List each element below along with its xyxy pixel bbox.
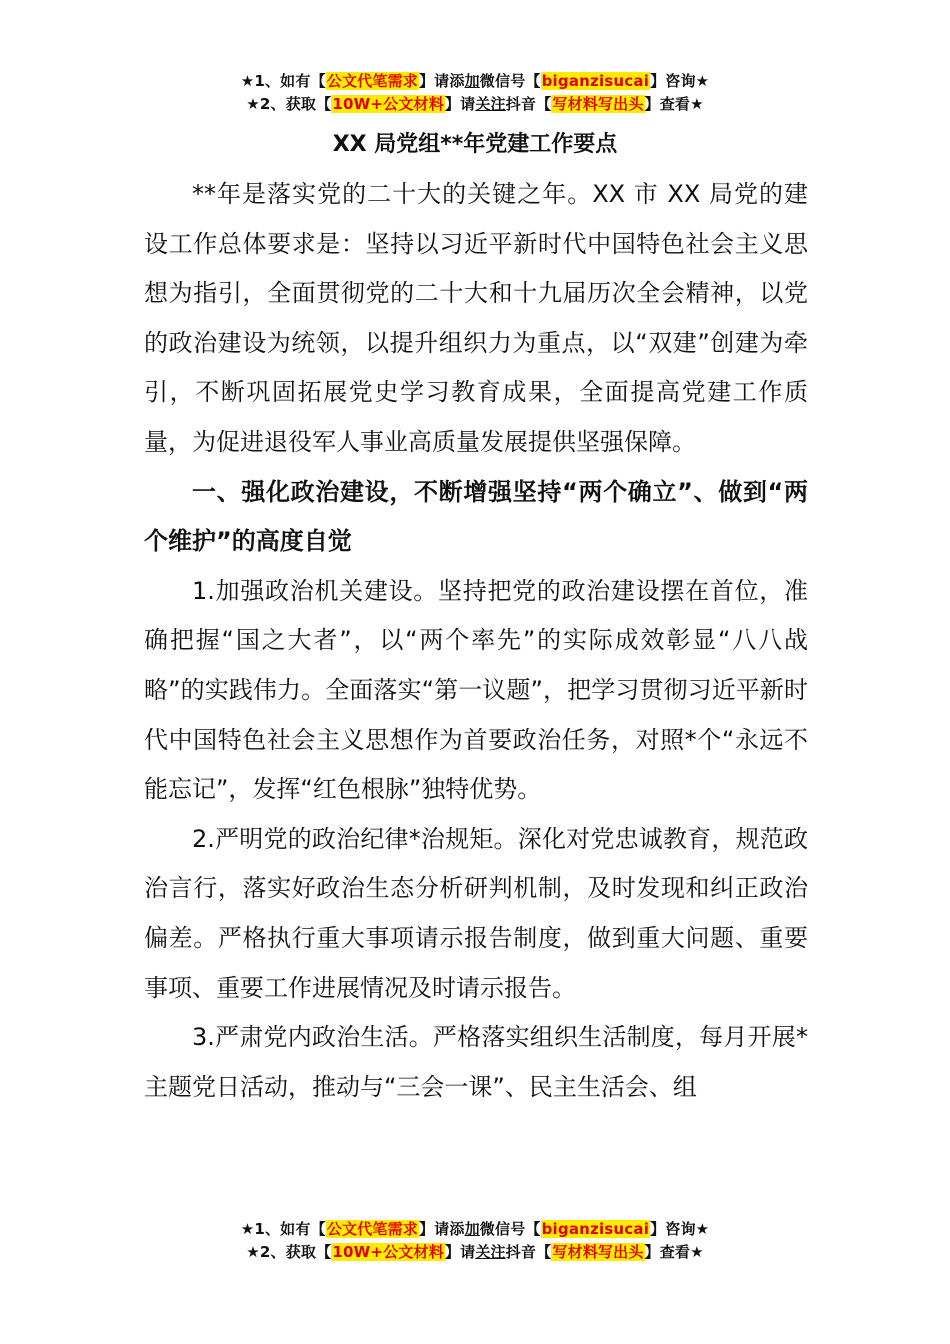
promo-text-underlined: 加 <box>464 72 480 90</box>
promo-highlight-materials: 10W+公文材料 <box>332 95 444 113</box>
promo-highlight-service: 公文代笔需求 <box>326 72 418 90</box>
star-icon: ★ <box>240 1220 255 1238</box>
promo-highlight-wechat-id: biganzisucai <box>541 1220 650 1238</box>
promo-text: 】请 <box>444 1243 476 1261</box>
promo-text-underlined: 关注 <box>475 1243 506 1261</box>
promo-text: 】查看★ <box>644 95 704 113</box>
promo-text: 】请 <box>444 95 476 113</box>
promo-highlight-douyin: 写材料写出头 <box>552 1243 644 1261</box>
promo-text: 】咨询★ <box>650 1220 710 1238</box>
document-title: XX 局党组**年党建工作要点 <box>332 132 618 157</box>
footer-promo-banner <box>0 1218 950 1264</box>
promo-highlight-douyin: 写材料写出头 <box>552 95 644 113</box>
promo-text: 1、如有【 <box>254 1220 326 1238</box>
promo-text: 2、获取【 <box>259 95 332 113</box>
promo-text-underlined: 加 <box>464 1220 480 1238</box>
promo-text: 】请添 <box>418 1220 465 1238</box>
promo-text: 】查看★ <box>644 1243 704 1261</box>
star-icon: ★ <box>246 1243 260 1261</box>
section-heading: 一、强化政治建设，不断增强坚持“两个确立”、做到“两个维护”的高度自觉 <box>144 477 808 556</box>
promo-highlight-wechat-id: biganzisucai <box>541 72 650 90</box>
body-paragraph: 3.严肃党内政治生活。严格落实组织生活制度，每月开展*主题党日活动，推动与“三会一课”、民主生活会、组 <box>144 1023 808 1101</box>
star-icon: ★ <box>246 95 260 113</box>
star-icon: ★ <box>240 72 255 90</box>
body-paragraph: 1.加强政治机关建设。坚持把党的政治建设摆在首位，准确把握“国之大者”，以“两个率先”的实际成效彰显“八八战略”的实践伟力。全面落实“第一议题”，把学习贯彻习近平新时代中国特色社会主义思想作为首要政治任务，对照*个“永远不能忘记”，发挥“红色根脉”独特优势。 <box>144 576 808 804</box>
header-promo-banner <box>0 70 950 116</box>
promo-line-2 <box>0 93 950 116</box>
promo-text-underlined: 关注 <box>475 95 506 113</box>
promo-highlight-materials: 10W+公文材料 <box>332 1243 444 1261</box>
promo-text: 2、获取【 <box>259 1243 332 1261</box>
promo-text: 微信号【 <box>479 72 541 90</box>
promo-line-2 <box>0 1241 950 1264</box>
promo-text: 抖音【 <box>505 1243 552 1261</box>
document-body <box>144 170 808 1112</box>
promo-line-1 <box>0 70 950 93</box>
promo-text: 抖音【 <box>505 95 552 113</box>
promo-line-1 <box>0 1218 950 1241</box>
promo-text: 】请添 <box>418 72 465 90</box>
promo-text: 】咨询★ <box>650 72 710 90</box>
body-paragraph: 2.严明党的政治纪律*治规矩。深化对党忠诚教育，规范政治言行，落实好政治生态分析研判机制，及时发现和纠正政治偏差。严格执行重大事项请示报告制度，做到重大问题、重要事项、重要工作进展情况及时请示报告。 <box>144 824 808 1002</box>
promo-text: 1、如有【 <box>254 72 326 90</box>
promo-text: 微信号【 <box>479 1220 541 1238</box>
intro-paragraph: **年是落实党的二十大的关键之年。XX 市 XX 局党的建设工作总体要求是：坚持以习近平新时代中国特色社会主义思想为指引，全面贯彻党的二十大和十九届历次全会精神，以党的政治建设为统领，以提升组织力为重点，以“双建”创建为牵引，不断巩固拓展党史学习教育成果，全面提高党建工作质量，为促进退役军人事业高质量发展提供坚强保障。 <box>144 180 808 456</box>
promo-highlight-service: 公文代笔需求 <box>326 1220 418 1238</box>
